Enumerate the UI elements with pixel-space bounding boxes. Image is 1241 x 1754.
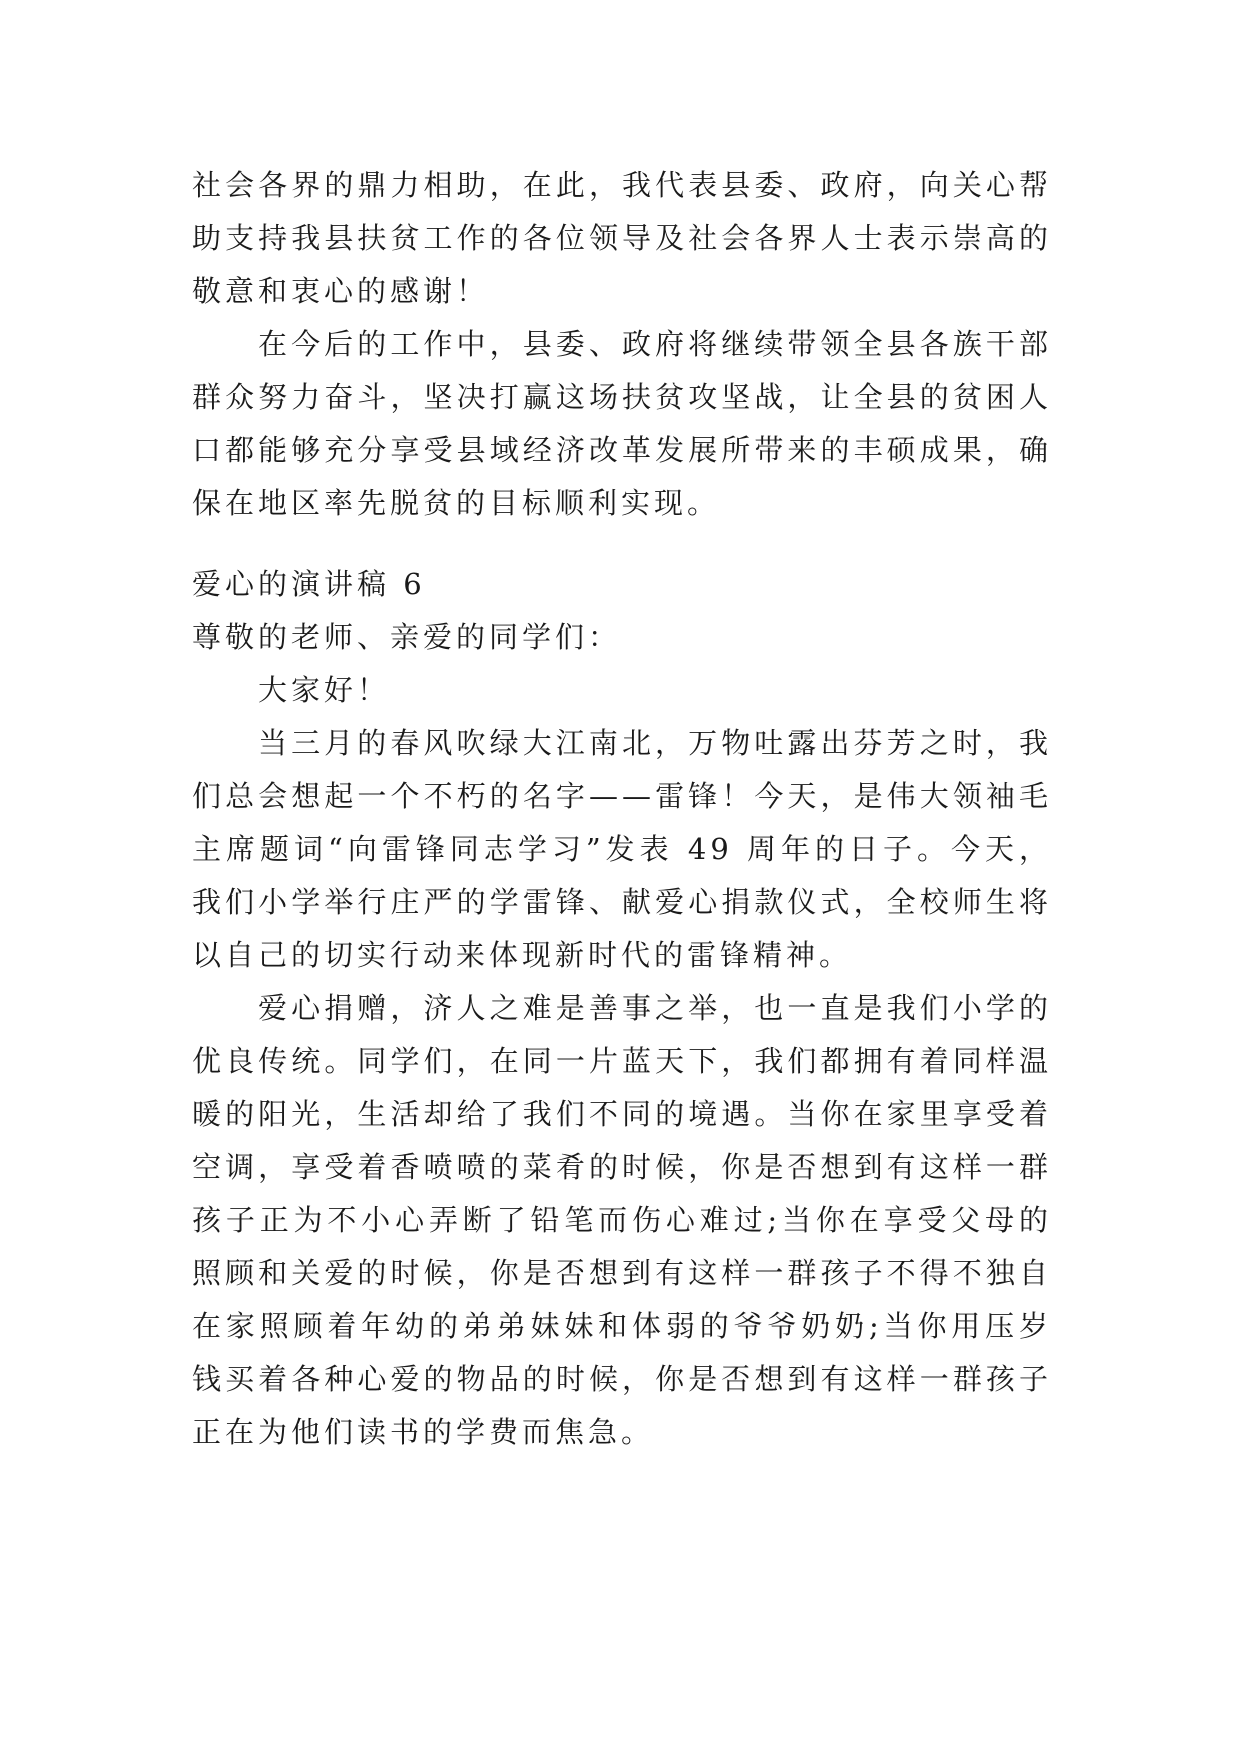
section-title: 爱心的演讲稿 6 xyxy=(192,567,426,601)
paragraph-donation: 爱心捐赠，济人之难是善事之举，也一直是我们小学的优良传统。同学们，在同一片蓝天下，我们都拥有着同样温暖的阳光，生活却给了我们不同的境遇。当你在家里享受着空调，享受着香喷喷的菜肴的时候，你是否想到有这样一群孩子正为不小心弄断了铅笔而伤心难过;当你在享受父母的照顾和关爱的时候，你是否想到有这样一群孩子不得不独自在家照顾着年幼的弟弟妹妹和体弱的爷爷奶奶;当你用压岁钱买着各种心爱的物品的时候，你是否想到有这样一群孩子正在为他们读书的学费而焦急。 xyxy=(192,991,1052,1449)
greeting: 大家好！ xyxy=(258,673,391,707)
speech-section xyxy=(192,558,1052,1459)
body-text-part1 xyxy=(192,159,1052,530)
paragraph-future-work: 在今后的工作中，县委、政府将继续带领全县各族干部群众努力奋斗，坚决打赢这场扶贫攻坚战，让全县的贫困人口都能够充分享受县域经济改革发展所带来的丰硕成果，确保在地区率先脱贫的目标顺利实现。 xyxy=(192,327,1052,520)
paragraph-lei-feng: 当三月的春风吹绿大江南北，万物吐露出芬芳之时，我们总会想起一个不朽的名字——雷锋！今天，是伟大领袖毛主席题词“向雷锋同志学习”发表 49 周年的日子。今天，我们小学举行庄严的学雷锋、献爱心捐款仪式，全校师生将以自己的切实行动来体现新时代的雷锋精神。 xyxy=(192,726,1052,972)
paragraph-continuation: 社会各界的鼎力相助，在此，我代表县委、政府，向关心帮助支持我县扶贫工作的各位领导及社会各界人士表示崇高的敬意和衷心的感谢！ xyxy=(192,168,1052,308)
salutation: 尊敬的老师、亲爱的同学们： xyxy=(192,620,622,654)
